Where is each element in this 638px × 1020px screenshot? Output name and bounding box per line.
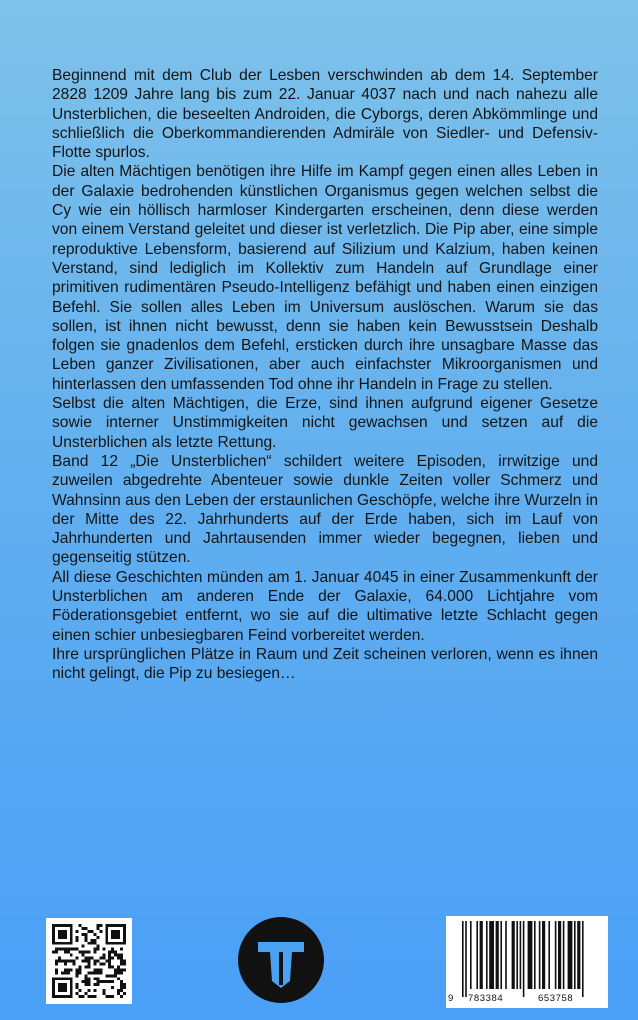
- blurb-paragraph-4: Band 12 „Die Unsterblichen“ schildert weitere Episoden, irrwitzige und zuweilen abgedrehte Abenteuer sowie dunkle Zeiten voller Schmerz und Wahnsinn aus den Leben der erstaunlichen Geschöpfe, welche ihre Wurzeln in der Mitte des 22. Jahrhunderts auf der Erde haben, sich im Lauf von Jahrhunderten und Jahrtausenden immer wieder begegnen, lieben und gegenseitig stützen.: [52, 452, 598, 567]
- barcode-first-digit: 9: [448, 993, 454, 1004]
- blurb-paragraph-6: Ihre ursprünglichen Plätze in Raum und Zeit scheinen verloren, wenn es ihnen nicht gelingt, die Pip zu besiegen…: [52, 645, 598, 683]
- barcode-bars: [452, 921, 602, 997]
- blurb-paragraph-5: All diese Geschichten münden am 1. Januar 4045 in einer Zusammenkunft der Unsterblichen am anderen Ende der Galaxie, 64.000 Lichtjahre vom Föderationsgebiet entfernt, wo sie auf die ultimative letzte Schlacht gegen einen schier unbesiegbaren Feind vorbereitet werden.: [52, 568, 598, 644]
- back-cover-blurb: [52, 66, 598, 684]
- publisher-logo-icon: [238, 917, 324, 1003]
- blurb-paragraph-1: Beginnend mit dem Club der Lesben verschwinden ab dem 14. September 2828 1209 Jahre lang bis zum 22. Januar 4037 nach und nach nahezu alle Unsterblichen, die beseelten Androiden, die Cyborgs, deren Abkömmlinge und schließlich die Oberkommandierenden Admiräle von Siedler- und Defensiv-Flotte spurlos.: [52, 67, 598, 162]
- barcode-right-digits: 653758: [538, 993, 574, 1004]
- qr-code-pattern: [52, 924, 126, 998]
- qr-code: [46, 918, 132, 1004]
- isbn-barcode: [446, 916, 608, 1008]
- publisher-logo: [238, 917, 324, 1003]
- blurb-paragraph-2: Die alten Mächtigen benötigen ihre Hilfe im Kampf gegen einen alles Leben in der Galaxie bedrohenden künstlichen Organismus gegen welchen selbst die Cy wie ein höllisch harmloser Kindergarten erscheinen, denn diese werden von einem Verstand geleitet und dieser ist verletzlich. Die Pip aber, eine simple reproduktive Lebensform, basierend auf Silizium und Kalzium, haben keinen Verstand, sind lediglich im Kollektiv zum Handeln auf Grundlage einer primitiven rudimentären Pseudo-Intelligenz befähigt und haben einen einzigen Befehl. Sie sollen alles Leben im Universum auslöschen. Warum sie das sollen, ist ihnen nicht bewusst, denn sie haben kein Bewusstsein Deshalb folgen sie gnadenlos dem Befehl, ersticken durch ihre unsagbare Masse das Leben ganzer Zivilisationen, aber auch einfachster Mikroorganismen und hinterlassen den umfassenden Tod ohne ihr Handeln in Frage zu stellen.: [52, 163, 598, 393]
- blurb-paragraph-3: Selbst die alten Mächtigen, die Erze, sind ihnen aufgrund eigener Gesetze sowie interner Unstimmigkeiten nicht gewachsen und setzen auf die Unsterblichen als letzte Rettung.: [52, 395, 598, 451]
- barcode-left-digits: 783384: [468, 993, 504, 1004]
